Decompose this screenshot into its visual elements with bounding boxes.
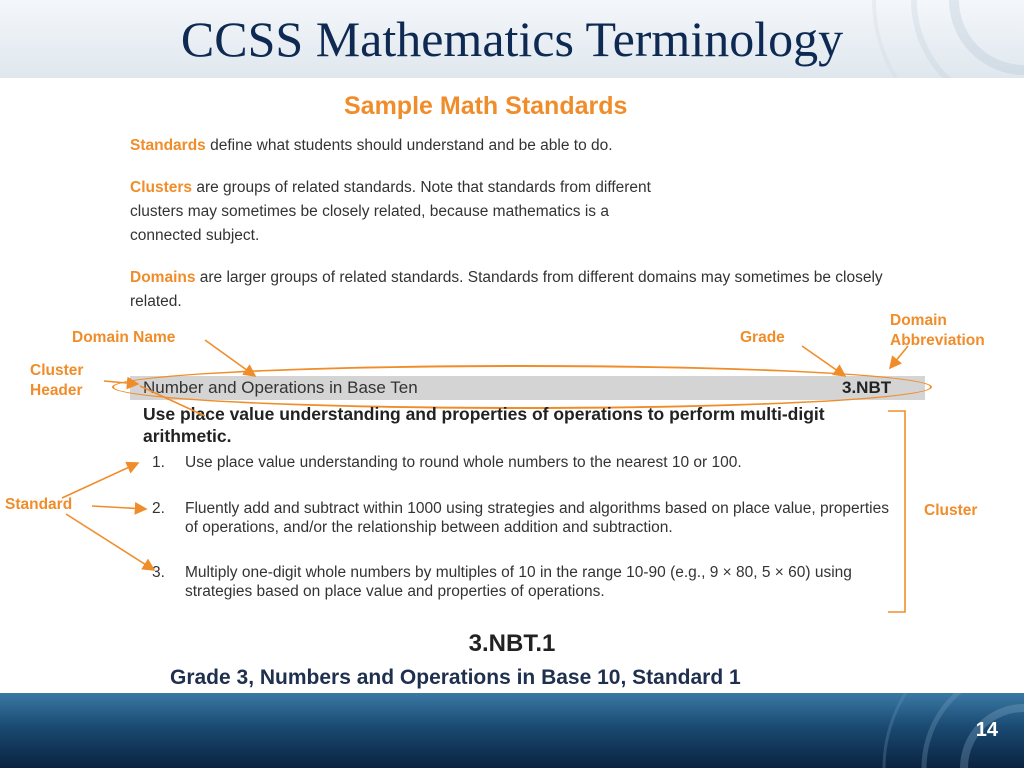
figure-heading: Sample Math Standards <box>344 92 628 120</box>
definition-text: define what students should understand and be able to do. <box>205 137 613 154</box>
definition-text: are larger groups of related standards. Standards from different domains may sometimes be closely related. <box>130 269 883 310</box>
standard-number: 2. <box>152 500 165 517</box>
slide-title: CCSS Mathematics Terminology <box>180 11 844 67</box>
slide-header <box>0 0 1024 78</box>
cluster-header-text: Use place value understanding and properties of operations to perform multi-digit arithmetic. <box>143 404 825 446</box>
domain-code: 3.NBT <box>842 378 892 397</box>
arrow-domain-name <box>205 340 255 376</box>
label-cluster: Cluster <box>924 502 978 519</box>
label-standard: Standard <box>5 496 73 513</box>
standard-text: Fluently add and subtract within 1000 using strategies and algorithms based on place value, properties of operations, and/or the relationship between addition and subtraction. <box>185 500 889 536</box>
cluster-bracket <box>888 411 905 612</box>
label-grade: Grade <box>740 329 785 346</box>
arrow-standard-2 <box>92 506 146 509</box>
term: Standards <box>130 137 206 154</box>
definition-text: are groups of related standards. Note that standards from different clusters may sometimes be closely related, because mathematics is a connected subject. <box>130 179 651 244</box>
annotation-arrows <box>0 78 1024 693</box>
arrow-standard-1 <box>62 463 138 498</box>
arrow-standard-3 <box>66 514 154 570</box>
arrow-grade <box>802 346 845 376</box>
page-number: 14 <box>975 719 998 741</box>
arrow-cluster-header-tail <box>140 386 205 416</box>
arrow-cluster-header <box>104 381 138 384</box>
standard-number: 3. <box>152 564 165 581</box>
term: Domains <box>130 269 196 286</box>
label-domain-name: Domain Name <box>72 329 176 346</box>
term: Clusters <box>130 179 193 196</box>
standard-code: 3.NBT.1 <box>468 630 556 657</box>
arrow-domain-abbreviation <box>890 346 908 368</box>
domain-name: Number and Operations in Base Ten <box>143 378 418 397</box>
label-cluster-header: Cluster Header <box>30 362 84 399</box>
standard-text: Use place value understanding to round whole numbers to the nearest 10 or 100. <box>185 454 742 471</box>
label-domain-abbreviation: Domain Abbreviation <box>890 312 985 349</box>
slide-footer <box>0 693 1024 768</box>
standard-code-description: Grade 3, Numbers and Operations in Base 10, Standard 1 <box>170 666 741 689</box>
standards-figure <box>0 78 1024 693</box>
standard-number: 1. <box>152 454 165 471</box>
standard-text: Multiply one-digit whole numbers by multiples of 10 in the range 10-90 (e.g., 9 × 80, 5 × 60) using strategies based on place value and properties of operations. <box>185 564 852 600</box>
